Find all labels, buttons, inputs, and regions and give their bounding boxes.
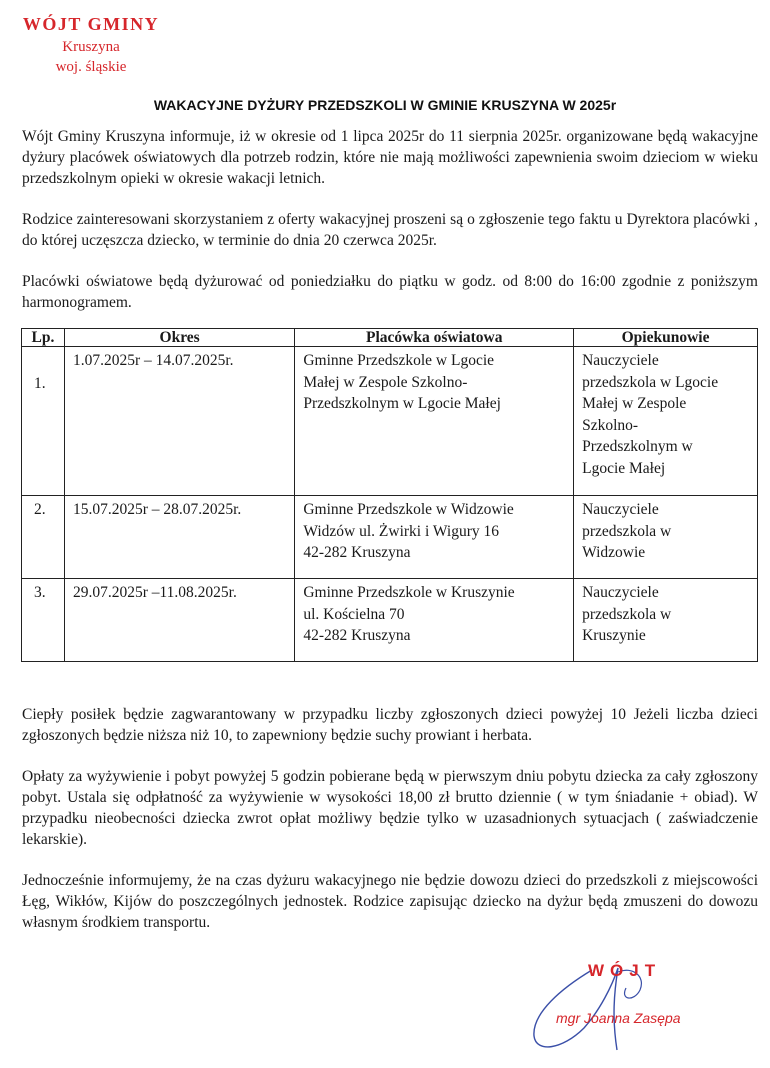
- row-caregivers: [574, 347, 758, 496]
- intro-paragraph-1: Wójt Gminy Kruszyna informuje, iż w okresie od 1 lipca 2025r do 11 sierpnia 2025r. organizowane będą wakacyjne dyżury placówek oświatowych dla potrzeb rodzin, które nie mają możliwości zapewnienia swoim dzieciom w wieku przedszkolnym opieki w okresie wakacji letnich.: [22, 128, 758, 187]
- header-opiekunowie: Opiekunowie: [574, 329, 758, 347]
- institution-line: 42-282 Kruszyna: [303, 627, 411, 644]
- caregivers-line: przedszkola w: [582, 522, 672, 540]
- table-row: [22, 496, 758, 579]
- row-caregivers: [574, 496, 758, 579]
- row-institution: [295, 347, 574, 496]
- caregivers-line: Kruszynie: [582, 627, 646, 644]
- row-institution: [295, 579, 574, 662]
- row-number: 2.: [22, 496, 65, 579]
- institution-line: Małej w Zespole Szkolno-: [303, 373, 468, 391]
- table-header-row: [22, 329, 758, 347]
- caregivers-line: Widzowie: [582, 544, 646, 561]
- official-stamp: [6, 14, 176, 76]
- caregivers-line: Nauczyciele: [582, 501, 659, 518]
- institution-line: Przedszkolnym w Lgocie Małej: [303, 395, 501, 412]
- institution-line: Gminne Przedszkole w Kruszynie: [303, 584, 515, 601]
- header-placowka: Placówka oświatowa: [295, 329, 574, 347]
- caregivers-line: Nauczyciele: [582, 352, 659, 369]
- intro-paragraph-2: Rodzice zainteresowani skorzystaniem z oferty wakacyjnej proszeni są o zgłoszenie tego faktu u Dyrektora placówki , do której uczęszcza dziecko, w terminie do dnia 20 czerwca 2025r.: [22, 211, 758, 249]
- header-lp: Lp.: [22, 329, 65, 347]
- table-row: [22, 347, 758, 496]
- document-title: WAKACYJNE DYŻURY PRZEDSZKOLI W GMINIE KRUSZYNA W 2025r: [153, 97, 617, 113]
- row-institution: [295, 496, 574, 579]
- stamp-line-1: WÓJT GMINY: [22, 14, 160, 34]
- caregivers-line: przedszkola w: [582, 605, 672, 623]
- row-number: 1.: [22, 347, 65, 496]
- schedule-table: [21, 328, 758, 662]
- caregivers-line: Nauczyciele: [582, 584, 659, 601]
- row-period: 15.07.2025r – 28.07.2025r.: [64, 496, 294, 579]
- header-okres: Okres: [64, 329, 294, 347]
- stamp-line-3: woj. śląskie: [55, 58, 127, 75]
- caregivers-line: Przedszkolnym w: [582, 438, 693, 455]
- institution-line: ul. Kościelna 70: [303, 605, 405, 623]
- institution-line: Widzów ul. Żwirki i Wigury 16: [303, 522, 499, 540]
- caregivers-line: Szkolno-: [582, 416, 639, 434]
- row-period: 1.07.2025r – 14.07.2025r.: [64, 347, 294, 496]
- stamp-line-2: Kruszyna: [62, 38, 120, 55]
- caregivers-line: Małej w Zespole: [582, 395, 687, 412]
- row-caregivers: [574, 579, 758, 662]
- institution-line: Gminne Przedszkole w Lgocie: [303, 352, 495, 369]
- intro-paragraph-3: Placówki oświatowe będą dyżurować od poniedziałku do piątku w godz. od 8:00 do 16:00 zgodnie z poniższym harmonogramem.: [22, 273, 758, 311]
- institution-line: Gminne Przedszkole w Widzowie: [303, 501, 514, 518]
- table-row: [22, 579, 758, 662]
- caregivers-line: przedszkola w Lgocie: [582, 373, 719, 391]
- outro-paragraph-1: Ciepły posiłek będzie zagwarantowany w przypadku liczby zgłoszonych dzieci powyżej 10 Jeżeli liczba dzieci zgłoszonych będzie niższa niż 10, to zapewniony będzie suchy prowiant i herbata.: [22, 706, 758, 744]
- row-period: 29.07.2025r –11.08.2025r.: [64, 579, 294, 662]
- signature-name: mgr Joanna Zasępa: [556, 1010, 681, 1026]
- institution-line: 42-282 Kruszyna: [303, 544, 411, 561]
- outro-paragraph-3: Jednocześnie informujemy, że na czas dyżuru wakacyjnego nie będzie dowozu dzieci do przedszkoli z miejscowości Łęg, Wikłów, Kijów do poszczególnych jednostek. Rodzice zapisując dziecko na dyżur będą zmuszeni do dowozu własnym środkiem transportu.: [22, 872, 758, 931]
- row-number: 3.: [22, 579, 65, 662]
- outro-paragraph-2: Opłaty za wyżywienie i pobyt powyżej 5 godzin pobierane będą w pierwszym dniu pobytu dziecka za cały zgłoszony pobyt. Ustala się odpłatność za wyżywienie w wysokości 18,00 zł brutto dziennie ( w tym śniadanie + obiad). W przypadku nieobecności dziecka zwrot opłat możliwy będzie tylko w uzasadnionych sytuacjach ( zaświadczenie lekarskie).: [22, 768, 758, 848]
- caregivers-line: Lgocie Małej: [582, 459, 666, 477]
- signature-role: WÓJT: [588, 961, 662, 980]
